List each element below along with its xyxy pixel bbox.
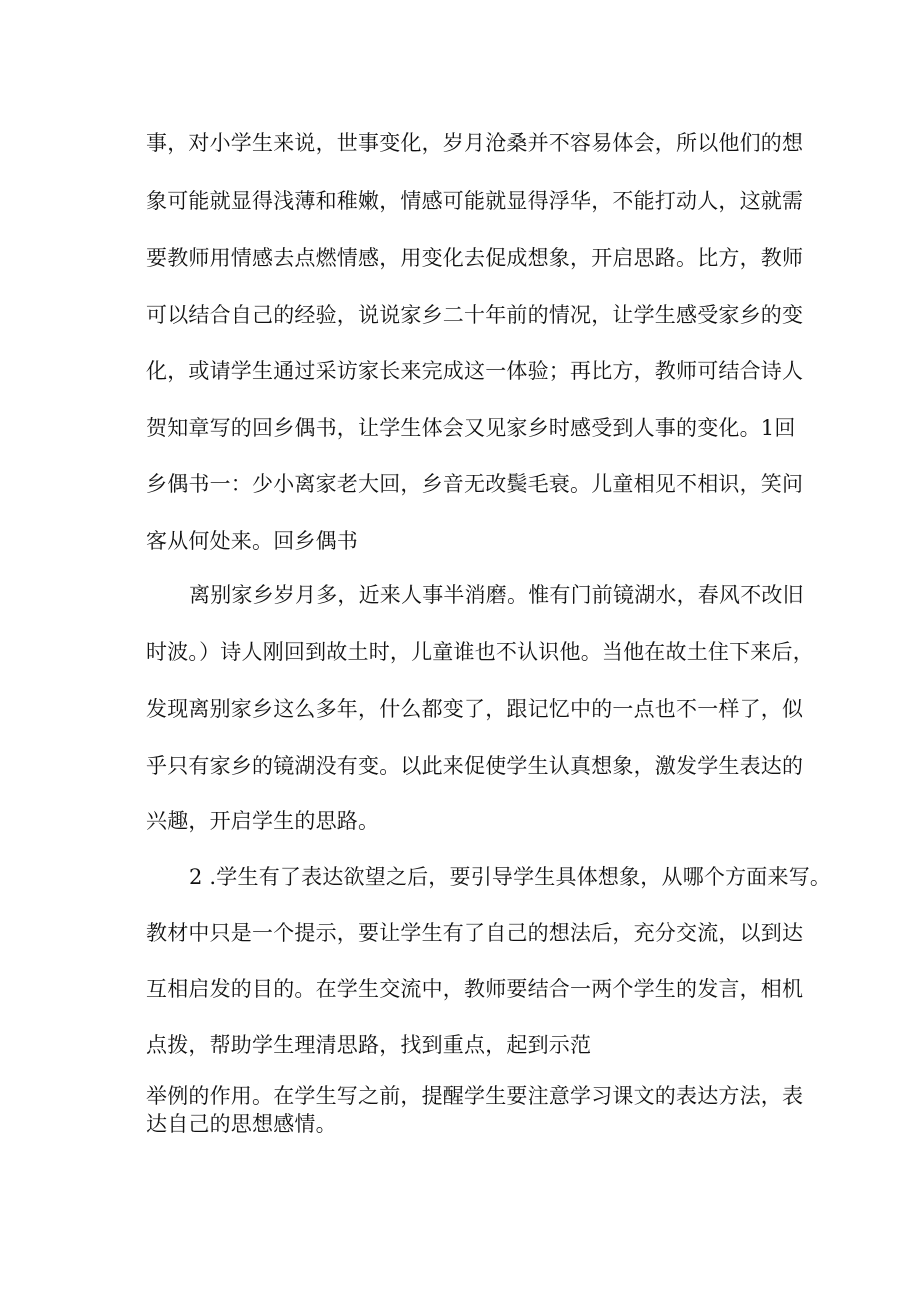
text-line-13: 兴趣，开启学生的思路。 [146,809,380,833]
text-line-19: 达自己的思想感情。 [146,1112,337,1136]
text-line-1: 事，对小学生来说，世事变化，岁月沧桑并不容易体会，所以他们的想 [146,131,804,155]
text-line-7: 乡偶书一：少小离家老大回，乡音无改鬓毛衰。儿童相见不相识，笑问 [146,472,804,496]
text-line-5: 化，或请学生通过采访家长来完成这一体验；再比方，教师可结合诗人 [146,359,804,383]
text-line-3: 要教师用情感去点燃情感，用变化去促成想象，开启思路。比方，教师 [146,246,804,270]
text-line-17: 点拨，帮助学生理清思路，找到重点，起到示范 [146,1033,592,1057]
text-line-2: 象可能就显得浅薄和稚嫩，情感可能就显得浮华，不能打动人，这就需 [146,189,804,213]
text-line-12: 乎只有家乡的镜湖没有变。以此来促使学生认真想象，激发学生表达的 [146,754,804,778]
text-line-15: 教材中只是一个提示，要让学生有了自己的想法后，充分交流，以到达 [146,921,804,945]
text-line-6: 贺知章写的回乡偶书，让学生体会又见家乡时感受到人事的变化。1回 [146,416,796,440]
text-line-16: 互相启发的目的。在学生交流中，教师要结合一两个学生的发言，相机 [146,977,804,1001]
text-line-4: 可以结合自己的经验，说说家乡二十年前的情况，让学生感受家乡的变 [146,303,804,327]
text-line-9: 离别家乡岁月多，近来人事半消磨。惟有门前镜湖水，春风不改旧 [189,583,804,607]
text-line-10: 时波。）诗人刚回到故土时，儿童谁也不认识他。当他在故土住下来后， [146,640,814,664]
text-line-18: 举例的作用。在学生写之前，提醒学生要注意学习课文的表达方法，表 [146,1084,804,1108]
text-line-11: 发现离别家乡这么多年，什么都变了，跟记忆中的一点也不一样了，似 [146,697,804,721]
text-line-14: 2 .学生有了表达欲望之后，要引导学生具体想象，从哪个方面来写。 [189,865,832,889]
text-line-8: 客从何处来。回乡偶书 [146,529,358,553]
